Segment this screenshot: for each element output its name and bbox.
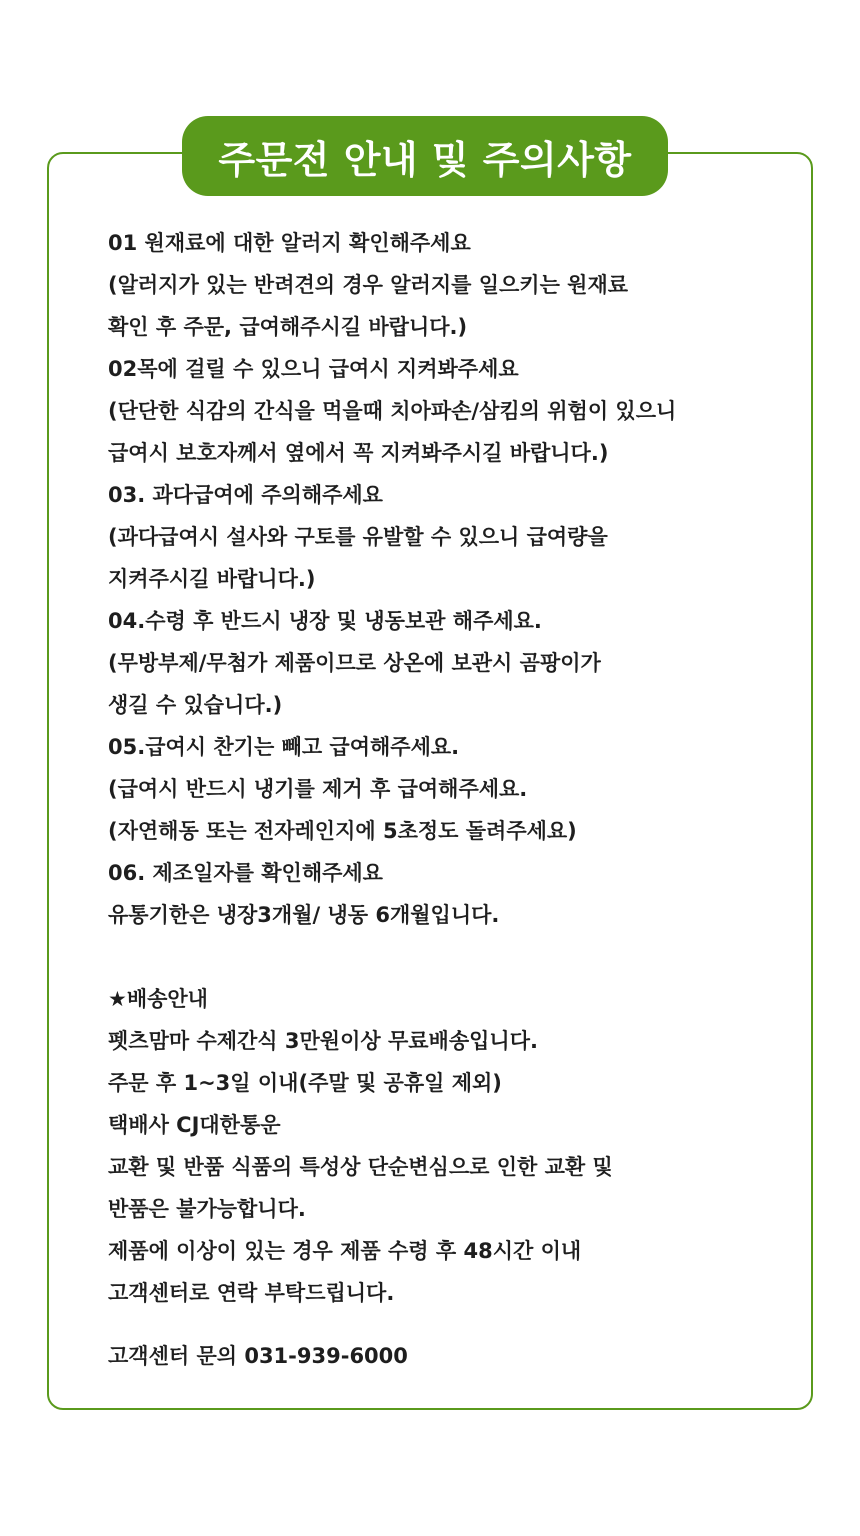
caution-05-heading: 05.급여시 찬기는 빼고 급여해주세요.: [108, 735, 460, 759]
shipping-line: 주문 후 1~3일 이내(주말 및 공휴일 제외): [108, 1071, 502, 1095]
shipping-line: 반품은 불가능합니다.: [108, 1197, 306, 1221]
title-badge: [182, 116, 668, 196]
customer-center-contact: 고객센터 문의 031-939-6000: [108, 1344, 408, 1368]
caution-03-detail: 지켜주시길 바랍니다.): [108, 567, 316, 591]
section-spacer: [108, 936, 798, 978]
shipping-line: 택배사 CJ대한통운: [108, 1113, 281, 1137]
notice-content: [108, 222, 798, 1377]
caution-05-detail: (급여시 반드시 냉기를 제거 후 급여해주세요.: [108, 777, 528, 801]
shipping-line: 고객센터로 연락 부탁드립니다.: [108, 1281, 395, 1305]
caution-01-detail: 확인 후 주문, 급여해주시길 바랍니다.): [108, 315, 468, 339]
caution-06-detail: 유통기한은 냉장3개월/ 냉동 6개월입니다.: [108, 903, 500, 927]
caution-04-detail: 생길 수 있습니다.): [108, 693, 283, 717]
caution-06-heading: 06. 제조일자를 확인해주세요: [108, 861, 383, 885]
caution-02-detail: (단단한 식감의 간식을 먹을때 치아파손/삼킴의 위험이 있으니: [108, 399, 677, 423]
caution-02-detail: 급여시 보호자께서 옆에서 꼭 지켜봐주시길 바랍니다.): [108, 441, 609, 465]
page-title: 주문전 안내 및 주의사항: [218, 137, 632, 182]
caution-02-heading: 02목에 걸릴 수 있으니 급여시 지켜봐주세요: [108, 357, 519, 381]
caution-01-detail: (알러지가 있는 반려견의 경우 알러지를 일으키는 원재료: [108, 273, 629, 297]
section-spacer: [108, 1314, 798, 1335]
caution-04-heading: 04.수령 후 반드시 냉장 및 냉동보관 해주세요.: [108, 609, 542, 633]
shipping-heading: ★배송안내: [108, 987, 208, 1011]
caution-01-heading: 01 원재료에 대한 알러지 확인해주세요: [108, 231, 471, 255]
caution-03-heading: 03. 과다급여에 주의해주세요: [108, 483, 383, 507]
caution-03-detail: (과다급여시 설사와 구토를 유발할 수 있으니 급여량을: [108, 525, 608, 549]
shipping-line: 교환 및 반품 식품의 특성상 단순변심으로 인한 교환 및: [108, 1155, 613, 1179]
shipping-line: 펫츠맘마 수제간식 3만원이상 무료배송입니다.: [108, 1029, 538, 1053]
caution-04-detail: (무방부제/무첨가 제품이므로 상온에 보관시 곰팡이가: [108, 651, 601, 675]
caution-05-detail: (자연해동 또는 전자레인지에 5초정도 돌려주세요): [108, 819, 577, 843]
shipping-line: 제품에 이상이 있는 경우 제품 수령 후 48시간 이내: [108, 1239, 582, 1263]
